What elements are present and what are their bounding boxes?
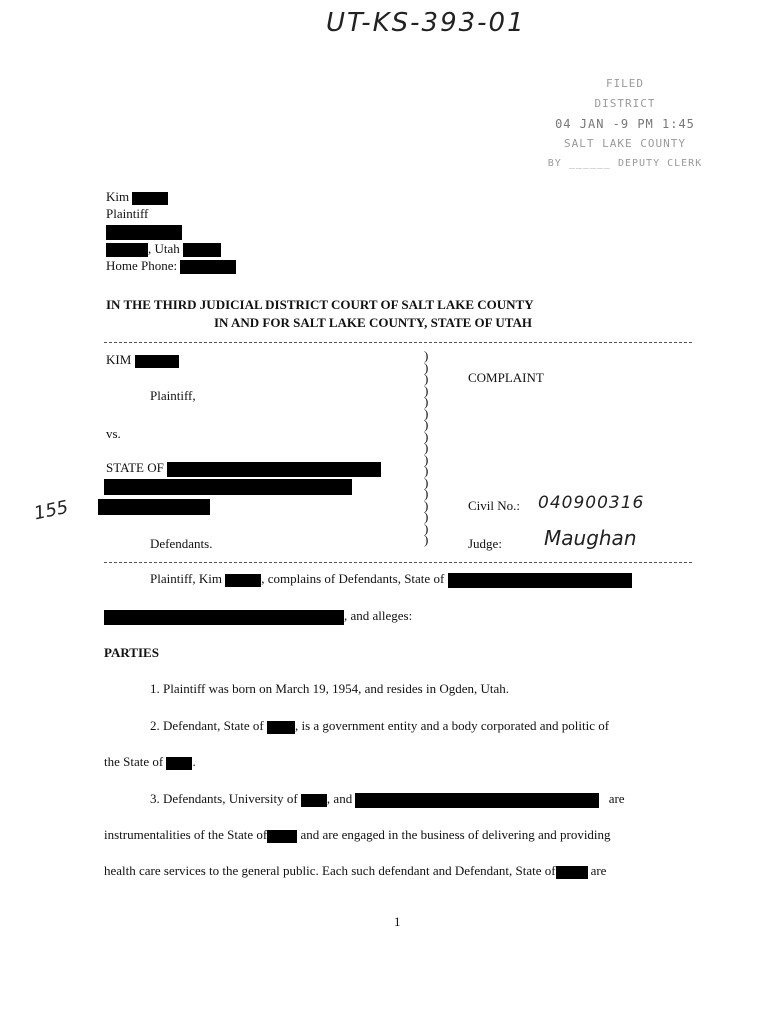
caption-defendant-line1 [106,460,381,477]
redaction [267,830,297,843]
intro-text-b: , complains of Defendants, State of [261,571,445,586]
paragraph-3-line3 [104,863,606,879]
caption-defendants-role: Defendants. [150,536,213,551]
paragraph-1: 1. Plaintiff was born on March 19, 1954, and resides in Ogden, Utah. [150,681,510,696]
home-phone-label: Home Phone: [106,257,178,273]
caption-plaintiff-name: KIM [106,352,132,367]
court-title [106,296,626,332]
paragraph-2-line2 [104,754,196,770]
intro-text-c: , and alleges: [344,608,413,623]
caption-top-rule [104,342,692,343]
intro-text-a: Plaintiff, Kim [150,571,222,586]
stamp-line1: FILED [605,77,645,90]
redaction [267,721,295,734]
civil-no-label: Civil No.: [468,498,521,513]
intro-line2 [104,608,412,625]
judge-label: Judge: [468,536,502,551]
p2-text-c: the State of [104,754,164,769]
caption-plaintiff [106,352,179,368]
caption-parentheses: ) ) ) ) ) ) ) ) ) ) ) ) ) ) ) ) ) [424,348,429,547]
redaction [135,355,179,368]
caption-defendant-line3 [98,498,210,516]
redaction [104,610,344,625]
court-title-line1: IN THE THIRD JUDICIAL DISTRICT COURT OF SALT LAKE COUNTY [106,297,534,312]
redaction [355,793,599,808]
p3-text-c: are [608,791,625,806]
redaction [556,866,588,879]
section-heading-parties: PARTIES [104,645,159,660]
judge-handwritten: Maughan [544,526,637,550]
redaction [225,574,261,587]
intro-line1 [150,571,632,588]
redaction [132,192,168,205]
caption-plaintiff-role: Plaintiff, [150,388,196,403]
paragraph-2-line1 [150,718,609,734]
city-state-label: , Utah [148,240,180,256]
redaction [166,757,192,770]
redaction [183,243,221,257]
paragraph-3-line1 [150,791,625,808]
p3-text-g: are [590,863,607,878]
plaintiff-contact-block [106,188,236,274]
redaction [180,260,236,274]
handwritten-case-code: UT-KS-393-01 [326,8,526,38]
p2-text-d: . [192,754,196,769]
caption-defendant-prefix: STATE OF [106,460,164,475]
complaint-label: COMPLAINT [468,370,544,385]
redaction [104,479,352,495]
stamp-line2: DISTRICT [594,97,656,110]
redaction [106,225,182,240]
margin-handwritten-number: 155 [32,496,71,525]
p2-text-a: 2. Defendant, State of [150,718,264,733]
p3-text-e: and are engaged in the business of delivering and providing [300,827,611,842]
redaction [448,573,632,588]
p3-text-b: , and [326,791,353,806]
stamp-line4: SALT LAKE COUNTY [564,137,686,150]
p3-text-d: instrumentalities of the State of [104,827,268,842]
court-title-line2: IN AND FOR SALT LAKE COUNTY, STATE OF UTAH [214,315,532,330]
plaintiff-first-name: Kim [106,189,130,204]
caption-vs: vs. [106,426,121,441]
redaction [106,243,148,257]
p3-text-a: 3. Defendants, University of [150,791,298,806]
redaction [301,794,327,807]
p2-text-b: , is a government entity and a body corporated and politic of [294,718,610,733]
p3-text-f: health care services to the general public. Each such defendant and Defendant, State of [104,863,556,878]
stamp-line5: BY ______ DEPUTY CLERK [547,158,703,169]
page-number: 1 [394,914,401,929]
civil-no-handwritten: 040900316 [538,493,645,513]
caption-defendant-line2 [104,478,352,496]
redaction [167,462,381,477]
filing-stamp [540,74,710,174]
caption-bottom-rule [104,562,692,563]
stamp-line3: 04 JAN -9 PM 1:45 [555,117,695,131]
paragraph-3-line2 [104,827,611,843]
plaintiff-role-label: Plaintiff [106,206,149,221]
redaction [98,499,210,515]
